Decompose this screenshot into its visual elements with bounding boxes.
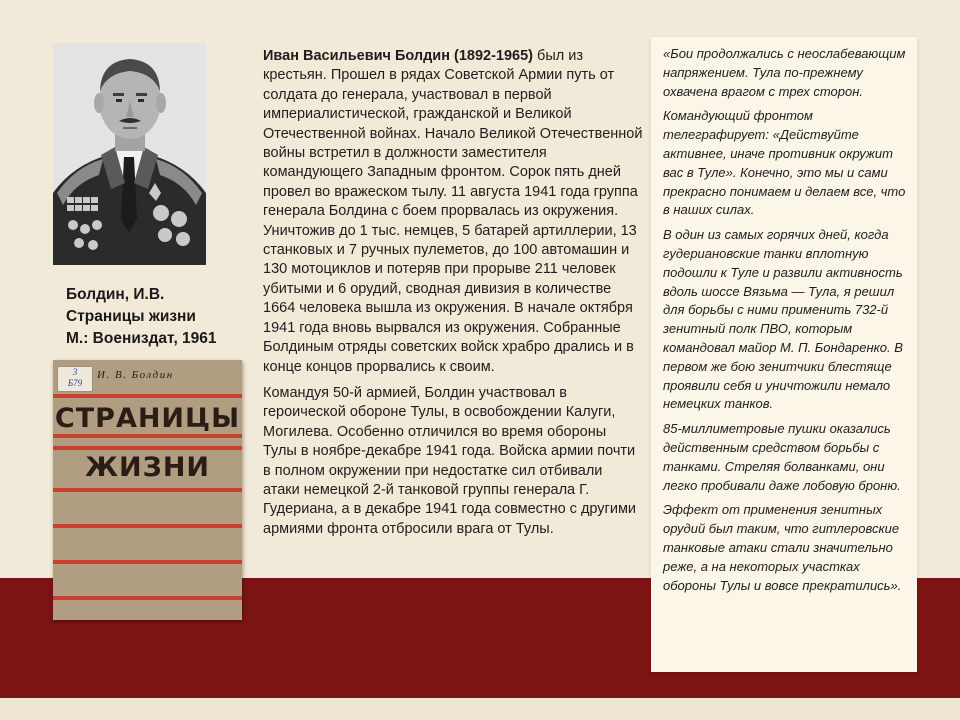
- cover-stripe: [53, 434, 242, 438]
- cover-stripe: [53, 488, 242, 492]
- quote-paragraph: 85-миллиметровые пушки оказались действенным средством борьбы с танками. Стреляя болванками, они легко пробивали даже лобовую броню.: [663, 421, 901, 493]
- biography-paragraph-2: Командуя 50-й армией, Болдин участвовал в героической обороне Тулы, в освобождении Калуги, Могилева. Особенно отличился во время обороны Тулы в ноябре-декабре 1941 года. Войска армии почти в полном окружении при недостатке сил отбивали атаки немецкой 2-й танковой группы генерала Г. Гудериана, а в декабре 1941 года совместно с другими армиями фронта отбросили врага от Тулы.: [263, 384, 637, 537]
- book-cover: [53, 360, 242, 620]
- book-caption-publisher: М.: Воениздат, 1961: [66, 330, 217, 347]
- book-caption: [66, 284, 256, 350]
- library-label: [57, 366, 93, 392]
- cover-stripe: [53, 596, 242, 600]
- bottom-strip: [0, 698, 960, 720]
- cover-author: И. В. Болдин: [97, 369, 174, 381]
- cover-stripe: [53, 524, 242, 528]
- memoir-quote-panel: [651, 37, 917, 672]
- cover-stripe: [53, 560, 242, 564]
- quote-paragraph: Командующий фронтом телеграфирует: «Действуйте активнее, иначе противник окружит вас в Туле». Конечно, это мы и сами прекрасно понимаем и делаем все, что в наших силах.: [663, 108, 906, 218]
- person-name: Иван Васильевич Болдин (1892-1965): [263, 48, 534, 64]
- cover-stripe: [53, 446, 242, 450]
- cover-title-line-2: ЖИЗНИ: [84, 452, 211, 483]
- quote-paragraph: Эффект от применения зенитных орудий был таким, что гитлеровские танковые атаки стали значительно реже, а на некоторых участках обороны Тулы и вовсе прекратились».: [663, 502, 902, 593]
- biography-text: [263, 47, 643, 546]
- memoir-quote: [663, 45, 911, 601]
- library-label-line: Б79: [67, 378, 83, 388]
- quote-paragraph: В один из самых горячих дней, когда гудериановские танки вплотную подошли к Туле и развили активность вдоль шоссе Вязьма — Тула, я решил для борьбы с ними применить 732-й зенитный полк ПВО, которым командовал майор М. П. Бондаренко. В первом же бою зенитчики блестяще проявили себя и уничтожили немало немецких танков.: [663, 227, 903, 412]
- quote-paragraph: «Бои продолжались с неослабевающим напряжением. Тула по-прежнему охвачена врагом с трех сторон.: [663, 46, 906, 99]
- cover-stripe: [53, 394, 242, 398]
- cover-title-line-1: СТРАНИЦЫ: [54, 403, 241, 434]
- book-caption-title: Страницы жизни: [66, 308, 196, 325]
- biography-paragraph: [263, 47, 643, 377]
- library-label-line: 3: [72, 367, 78, 377]
- general-portrait-icon: [53, 43, 206, 265]
- biography-paragraph-1-text: был из крестьян. Прошел в рядах Советской Армии путь от солдата до генерала, участвовал в первой империалистической, гражданской и Великой Отечественной войнах. Начало Великой Отечественной войны встретил в должности заместителя командующего Западным фронтом. Сорок пять дней провел во вражеском тылу. 11 августа 1941 года группа генерала Болдина с боем прорвалась из окружения. Уничтожив до 1 тыс. немцев, 5 батарей артиллерии, 13 станковых и 7 ручных пулеметов, до 100 автомашин и 130 мотоциклов и потеряв при прорыве 211 человек убитыми и 6 орудий, сводная дивизия в количестве 1664 человека вышла из окружения. В начале октября 1941 года вновь вырвался из окружения. Собранные Болдиным отряды советских войск храбро дрались и в конце концов прорвались к своим.: [263, 48, 643, 375]
- book-caption-author: Болдин, И.В.: [66, 286, 165, 303]
- general-portrait-photo: [53, 43, 206, 265]
